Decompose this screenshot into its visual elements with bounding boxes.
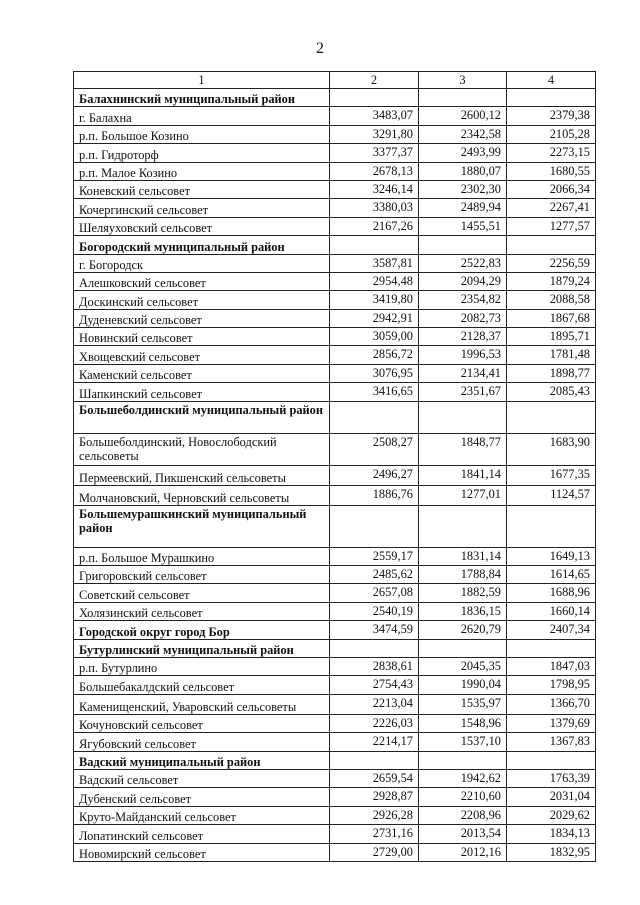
- value-col-2: 1886,76: [330, 485, 419, 505]
- settlement-name: Хвощевский сельсовет: [74, 346, 330, 364]
- value-col-3: 2489,94: [419, 199, 507, 217]
- district-row: [74, 401, 596, 433]
- value-col-3: 1882,59: [419, 584, 507, 602]
- value-col-4: [507, 751, 596, 769]
- value-col-4: [507, 639, 596, 657]
- value-col-2: 3076,95: [330, 364, 419, 382]
- table-row: [74, 199, 596, 217]
- value-col-4: 1847,03: [507, 657, 596, 675]
- district-name: Вадский муниципальный район: [74, 751, 330, 769]
- table-row: [74, 272, 596, 290]
- value-col-2: 2678,13: [330, 162, 419, 180]
- table-row: [74, 602, 596, 620]
- value-col-2: 2928,87: [330, 788, 419, 806]
- value-col-4: 1834,13: [507, 825, 596, 843]
- value-col-4: 2256,59: [507, 254, 596, 272]
- table-row: [74, 144, 596, 162]
- settlement-name: Большебакалдский сельсовет: [74, 676, 330, 694]
- value-col-3: 2082,73: [419, 309, 507, 327]
- value-col-4: 2105,28: [507, 125, 596, 143]
- settlement-name: р.п. Большое Мурашкино: [74, 547, 330, 565]
- settlement-name: Дубенский сельсовет: [74, 788, 330, 806]
- value-col-3: 1848,77: [419, 433, 507, 465]
- value-col-2: 3416,65: [330, 383, 419, 401]
- value-col-2: 2559,17: [330, 547, 419, 565]
- district-name: Балахнинский муниципальный район: [74, 89, 330, 107]
- value-col-2: 2485,62: [330, 566, 419, 584]
- table-row: [74, 254, 596, 272]
- value-col-2: 3291,80: [330, 125, 419, 143]
- value-col-4: 2066,34: [507, 180, 596, 198]
- table-row: [74, 364, 596, 382]
- table-row: [74, 485, 596, 505]
- page-number: 2: [316, 40, 324, 57]
- table-row: [74, 733, 596, 751]
- value-col-2: 2508,27: [330, 433, 419, 465]
- settlement-name: р.п. Гидроторф: [74, 144, 330, 162]
- value-col-2: 2659,54: [330, 769, 419, 787]
- settlement-name: Круто-Майданский сельсовет: [74, 806, 330, 824]
- settlement-name: Молчановский, Черновский сельсоветы: [74, 485, 330, 505]
- value-col-3: 1277,01: [419, 485, 507, 505]
- settlement-name: Лопатинский сельсовет: [74, 825, 330, 843]
- settlement-name: г. Богородск: [74, 254, 330, 272]
- table-row: [74, 788, 596, 806]
- value-col-2: 2729,00: [330, 843, 419, 861]
- table-body: [74, 72, 596, 862]
- value-col-4: [507, 401, 596, 433]
- value-col-3: 2302,30: [419, 180, 507, 198]
- value-col-3: 1990,04: [419, 676, 507, 694]
- settlement-name: Каменищенский, Уваровский сельсоветы: [74, 694, 330, 714]
- table-row: [74, 328, 596, 346]
- table-row: [74, 657, 596, 675]
- district-row: [74, 236, 596, 254]
- value-col-3: 1841,14: [419, 465, 507, 485]
- value-col-3: 1455,51: [419, 217, 507, 235]
- district-row: [74, 89, 596, 107]
- district-row: [74, 621, 596, 639]
- value-col-3: 2012,16: [419, 843, 507, 861]
- value-col-4: 1781,48: [507, 346, 596, 364]
- value-col-2: 2214,17: [330, 733, 419, 751]
- value-col-4: 1798,95: [507, 676, 596, 694]
- value-col-4: 1895,71: [507, 328, 596, 346]
- table-row: [74, 676, 596, 694]
- table-row: [74, 383, 596, 401]
- value-col-3: 2128,37: [419, 328, 507, 346]
- district-name: Городской округ город Бор: [74, 621, 330, 639]
- settlement-name: Большеболдинский, Новослободский сельсоветы: [74, 433, 330, 465]
- settlement-name: Коневский сельсовет: [74, 180, 330, 198]
- value-col-2: 2657,08: [330, 584, 419, 602]
- value-col-2: [330, 89, 419, 107]
- value-col-4: 1649,13: [507, 547, 596, 565]
- value-col-2: [330, 401, 419, 433]
- settlement-name: Новинский сельсовет: [74, 328, 330, 346]
- district-name: Бутурлинский муниципальный район: [74, 639, 330, 657]
- table-row: [74, 584, 596, 602]
- value-col-4: 1124,57: [507, 485, 596, 505]
- header-cell: 1: [74, 72, 330, 89]
- table-row: [74, 566, 596, 584]
- value-col-2: [330, 751, 419, 769]
- value-col-3: 2493,99: [419, 144, 507, 162]
- tariff-table: [73, 71, 596, 862]
- settlement-name: Кочергинский сельсовет: [74, 199, 330, 217]
- value-col-3: 2600,12: [419, 107, 507, 125]
- value-col-2: 2856,72: [330, 346, 419, 364]
- table-row: [74, 694, 596, 714]
- district-row: [74, 639, 596, 657]
- value-col-2: [330, 236, 419, 254]
- settlement-name: Пермеевский, Пикшенский сельсоветы: [74, 465, 330, 485]
- value-col-2: 2942,91: [330, 309, 419, 327]
- settlement-name: Шеляуховский сельсовет: [74, 217, 330, 235]
- value-col-4: 1879,24: [507, 272, 596, 290]
- value-col-4: 1680,55: [507, 162, 596, 180]
- value-col-2: 3246,14: [330, 180, 419, 198]
- value-col-4: 2273,15: [507, 144, 596, 162]
- value-col-3: 1535,97: [419, 694, 507, 714]
- value-col-3: 1996,53: [419, 346, 507, 364]
- value-col-3: [419, 505, 507, 547]
- value-col-3: 1788,84: [419, 566, 507, 584]
- value-col-3: 1836,15: [419, 602, 507, 620]
- value-col-4: [507, 505, 596, 547]
- value-col-4: 1688,96: [507, 584, 596, 602]
- district-name: Богородский муниципальный район: [74, 236, 330, 254]
- value-col-2: 3483,07: [330, 107, 419, 125]
- value-col-2: 3587,81: [330, 254, 419, 272]
- value-col-3: 2620,79: [419, 621, 507, 639]
- settlement-name: Кочуновский сельсовет: [74, 714, 330, 732]
- table-row: [74, 107, 596, 125]
- value-col-4: 1898,77: [507, 364, 596, 382]
- settlement-name: Советский сельсовет: [74, 584, 330, 602]
- settlement-name: р.п. Малое Козино: [74, 162, 330, 180]
- header-cell: 2: [330, 72, 419, 89]
- value-col-3: [419, 236, 507, 254]
- value-col-2: 2167,26: [330, 217, 419, 235]
- value-col-3: 2522,83: [419, 254, 507, 272]
- value-col-4: 1367,83: [507, 733, 596, 751]
- value-col-2: 2838,61: [330, 657, 419, 675]
- value-col-2: 3059,00: [330, 328, 419, 346]
- table-row: [74, 180, 596, 198]
- value-col-4: 2085,43: [507, 383, 596, 401]
- value-col-4: 1379,69: [507, 714, 596, 732]
- value-col-2: 2954,48: [330, 272, 419, 290]
- value-col-3: 2094,29: [419, 272, 507, 290]
- table-row: [74, 769, 596, 787]
- settlement-name: Дуденевский сельсовет: [74, 309, 330, 327]
- table-row: [74, 806, 596, 824]
- value-col-4: 2088,58: [507, 291, 596, 309]
- table-row: [74, 433, 596, 465]
- value-col-4: 2267,41: [507, 199, 596, 217]
- value-col-3: 2342,58: [419, 125, 507, 143]
- value-col-2: 2754,43: [330, 676, 419, 694]
- district-name: Большемурашкинский муниципальный район: [74, 505, 330, 547]
- value-col-2: 2540,19: [330, 602, 419, 620]
- value-col-2: 2496,27: [330, 465, 419, 485]
- value-col-4: 2031,04: [507, 788, 596, 806]
- value-col-3: [419, 401, 507, 433]
- settlement-name: Холязинский сельсовет: [74, 602, 330, 620]
- settlement-name: Ягубовский сельсовет: [74, 733, 330, 751]
- table-row: [74, 825, 596, 843]
- settlement-name: Шапкинский сельсовет: [74, 383, 330, 401]
- settlement-name: Вадский сельсовет: [74, 769, 330, 787]
- settlement-name: Каменский сельсовет: [74, 364, 330, 382]
- value-col-3: 2013,54: [419, 825, 507, 843]
- value-col-3: 2045,35: [419, 657, 507, 675]
- table-row: [74, 714, 596, 732]
- value-col-4: [507, 89, 596, 107]
- value-col-2: 3380,03: [330, 199, 419, 217]
- value-col-3: 2351,67: [419, 383, 507, 401]
- value-col-3: 1548,96: [419, 714, 507, 732]
- table-row: [74, 346, 596, 364]
- district-row: [74, 505, 596, 547]
- value-col-4: 1867,68: [507, 309, 596, 327]
- value-col-4: 1677,35: [507, 465, 596, 485]
- value-col-3: 1831,14: [419, 547, 507, 565]
- header-cell: 3: [419, 72, 507, 89]
- settlement-name: Алешковский сельсовет: [74, 272, 330, 290]
- settlement-name: Доскинский сельсовет: [74, 291, 330, 309]
- table-row: [74, 162, 596, 180]
- value-col-4: 2407,34: [507, 621, 596, 639]
- value-col-2: 3377,37: [330, 144, 419, 162]
- value-col-3: 2134,41: [419, 364, 507, 382]
- settlement-name: р.п. Бутурлино: [74, 657, 330, 675]
- value-col-4: 1366,70: [507, 694, 596, 714]
- value-col-4: 1832,95: [507, 843, 596, 861]
- value-col-4: [507, 236, 596, 254]
- value-col-3: [419, 89, 507, 107]
- value-col-3: [419, 639, 507, 657]
- value-col-4: 2029,62: [507, 806, 596, 824]
- table-row: [74, 547, 596, 565]
- value-col-4: 1763,39: [507, 769, 596, 787]
- value-col-2: 2926,28: [330, 806, 419, 824]
- value-col-2: 2213,04: [330, 694, 419, 714]
- value-col-2: [330, 639, 419, 657]
- value-col-3: 1942,62: [419, 769, 507, 787]
- table-row: [74, 125, 596, 143]
- value-col-2: 2226,03: [330, 714, 419, 732]
- header-cell: 4: [507, 72, 596, 89]
- value-col-3: 2210,60: [419, 788, 507, 806]
- value-col-3: [419, 751, 507, 769]
- settlement-name: г. Балахна: [74, 107, 330, 125]
- value-col-2: 3474,59: [330, 621, 419, 639]
- value-col-3: 2208,96: [419, 806, 507, 824]
- table-row: [74, 309, 596, 327]
- value-col-3: 2354,82: [419, 291, 507, 309]
- value-col-2: 2731,16: [330, 825, 419, 843]
- value-col-4: 1683,90: [507, 433, 596, 465]
- settlement-name: р.п. Большое Козино: [74, 125, 330, 143]
- district-row: [74, 751, 596, 769]
- table-row: [74, 465, 596, 485]
- value-col-3: 1537,10: [419, 733, 507, 751]
- value-col-3: 1880,07: [419, 162, 507, 180]
- settlement-name: Григоровский сельсовет: [74, 566, 330, 584]
- value-col-2: 3419,80: [330, 291, 419, 309]
- value-col-2: [330, 505, 419, 547]
- value-col-4: 1277,57: [507, 217, 596, 235]
- table-row: [74, 291, 596, 309]
- value-col-4: 1614,65: [507, 566, 596, 584]
- district-name: Большеболдинский муниципальный район: [74, 401, 330, 433]
- header-row: [74, 72, 596, 89]
- table-row: [74, 217, 596, 235]
- table-row: [74, 843, 596, 861]
- value-col-4: 1660,14: [507, 602, 596, 620]
- value-col-4: 2379,38: [507, 107, 596, 125]
- settlement-name: Новомирский сельсовет: [74, 843, 330, 861]
